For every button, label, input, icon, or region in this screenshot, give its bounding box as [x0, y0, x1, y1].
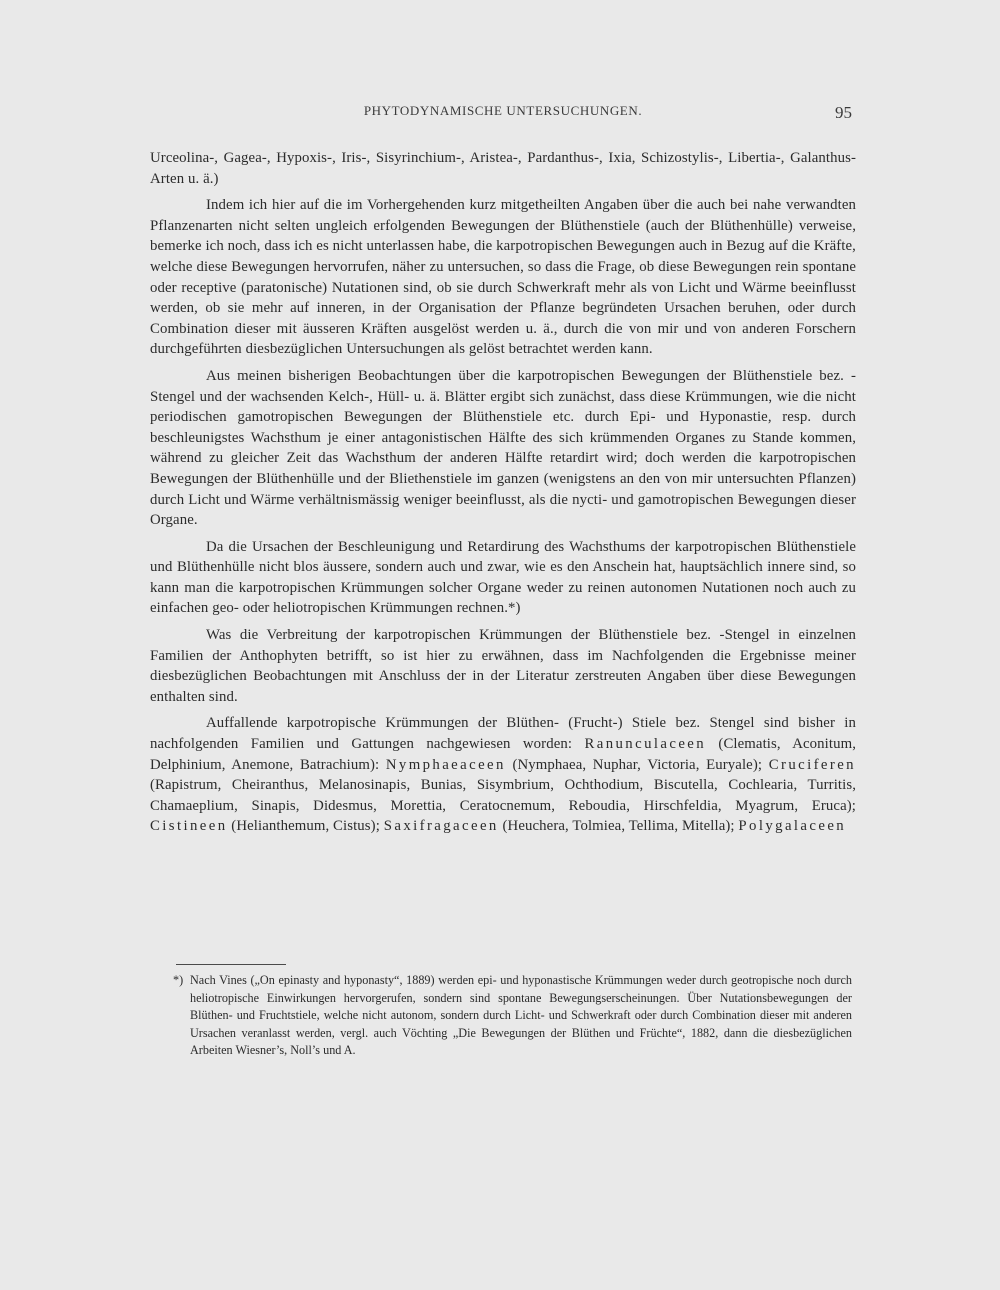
- paragraph: Indem ich hier auf die im Vorhergehenden kurz mitgetheilten Angaben über die auch bei nahe verwandten Pflanzenarten nicht selten ungleich erfolgenden Bewegungen der Blüthenstiele (auch der Blüthenhülle) verweise, bemerke ich noch, dass ich es nicht unterlassen habe, die karpotropischen Bewegungen auch in Bezug auf die Kräfte, welche diese Bewegungen hervorrufen, näher zu untersuchen, so dass die Frage, ob diese Bewegungen rein spontane oder receptive (paratonische) Nutationen sind, ob sie durch Schwerkraft mehr als von Licht und Wärme beeinflusst werden, ob sie mehr auf inneren, in der Organisation der Pflanze begründeten Ursachen beruhen, oder durch Combination dieser mit äusseren Kräften ausgelöst werden u. ä., durch die von mir und von anderen Forschern durchgeführten diesbezüglichen Untersuchungen als gelöst betrachtet werden kann.: [150, 197, 856, 358]
- family-name: Polygalaceen: [738, 818, 847, 835]
- family-name: Cruciferen: [768, 756, 856, 773]
- body-text: [150, 148, 856, 843]
- family-name: Saxifragaceen: [383, 818, 499, 835]
- footnote-text: Nach Vines („On epinasty and hyponasty“, 1889) werden epi- und hyponastische Krümmungen weder durch geotropische noch durch heliotropische Einwirkungen hervorgerufen, sondern sind spontane Bewegungserscheinungen. Über Nutationsbewegungen der Blüthen- und Fruchtstiele, welche nicht autonom, sondern durch Licht- und Schwerkraft oder durch Combination dieser mit anderen Ursachen veranlasst werden, vergl. auch Vöchting „Die Bewegungen der Blüthen und Früchte“, 1882, dann die diesbezüglichen Arbeiten Wiesner’s, Noll’s und A.: [190, 973, 852, 1058]
- paragraph-family-list: [150, 713, 856, 837]
- text-run: (Clematis, Aconitum, Delphinium, Anemone, Batrachium):: [150, 736, 856, 773]
- page-number: 95: [835, 103, 852, 122]
- family-name: Nymphaeaceen: [385, 756, 506, 773]
- family-name: Cistineen: [150, 818, 228, 835]
- footnote-divider: [176, 964, 286, 965]
- paragraph: Da die Ursachen der Beschleunigung und Retardirung des Wachsthums der karpotropischen Blüthenstiele und Blüthenhülle nicht blos äussere, sondern auch und zwar, wie es den Anschein hat, hauptsächlich innere sind, so kann man die karpotropischen Krümmungen solcher Organe weder zu reinen autonomen Nutationen noch auch zu einfachen geo- oder heliotropischen Krümmungen rechnen.*): [150, 538, 856, 617]
- text-run: (Helianthemum, Cistus);: [227, 818, 384, 835]
- paragraph: Aus meinen bisherigen Beobachtungen über die karpotropischen Bewegungen der Blüthenstiele bez. -Stengel und der wachsenden Kelch-, Hüll- u. ä. Blätter ergibt sich zunächst, dass diese Krümmungen, wie die nicht periodischen gamotropischen Bewegungen der Blüthenstiele etc. durch Epi- und Hyponastie, resp. durch beschleunigstes Wachsthum je einer antagonistischen Hälfte des sich krümmenden Organes zu Stande kommen, während zu gleicher Zeit das Wachsthum der anderen Hälfte retardirt wird; doch werden die karpotropischen Bewegungen der Blüthenhülle und der Bliethenstiele im ganzen (wenigstens an den von mir untersuchten Pflanzen) durch Licht und Wärme verhältnismässig weniger beeinflusst, als die nycti- und gamotropischen Bewegungen dieser Organe.: [150, 367, 856, 529]
- running-title: PHYTODYNAMISCHE UNTERSUCHUNGEN.: [363, 103, 643, 118]
- text-run: Auffallende karpotropische Krümmungen der Blüthen- (Frucht-) Stiele bez. Stengel sind bisher in nachfolgenden Familien und Gattungen nachgewiesen worden:: [150, 715, 856, 753]
- footnote-marker: *): [173, 973, 184, 987]
- footnote: [173, 972, 852, 1060]
- text-run: (Nymphaea, Nuphar, Victoria, Euryale);: [505, 756, 769, 773]
- running-header: [150, 103, 856, 125]
- text-run: (Rapistrum, Cheiranthus, Melanosinapis, Bunias, Sisymbrium, Ochthodium, Biscutella, Cochlearia, Turritis, Chamaeplium, Sinapis, Didesmus, Morettia, Ceratocnemum, Reboudia, Hirschfeldia, Myagrum, Eruca);: [150, 777, 856, 814]
- family-name: Ranunculaceen: [584, 736, 707, 753]
- paragraph-continuation: Urceolina-, Gagea-, Hypoxis-, Iris-, Sisyrinchium-, Aristea-, Pardanthus-, Ixia, Schizostylis-, Libertia-, Galanthus-Arten u. ä.): [150, 150, 856, 187]
- paragraph: Was die Verbreitung der karpotropischen Krümmungen der Blüthenstiele bez. -Stengel in einzelnen Familien der Anthophyten betrifft, so ist hier zu erwähnen, dass im Nachfolgenden die Ergebnisse meiner diesbezüglichen Beobachtungen mit Anschluss der in der Literatur zerstreuten Angaben über diese Bewegungen enthalten sind.: [150, 627, 856, 705]
- text-run: (Heuchera, Tolmiea, Tellima, Mitella);: [498, 818, 739, 835]
